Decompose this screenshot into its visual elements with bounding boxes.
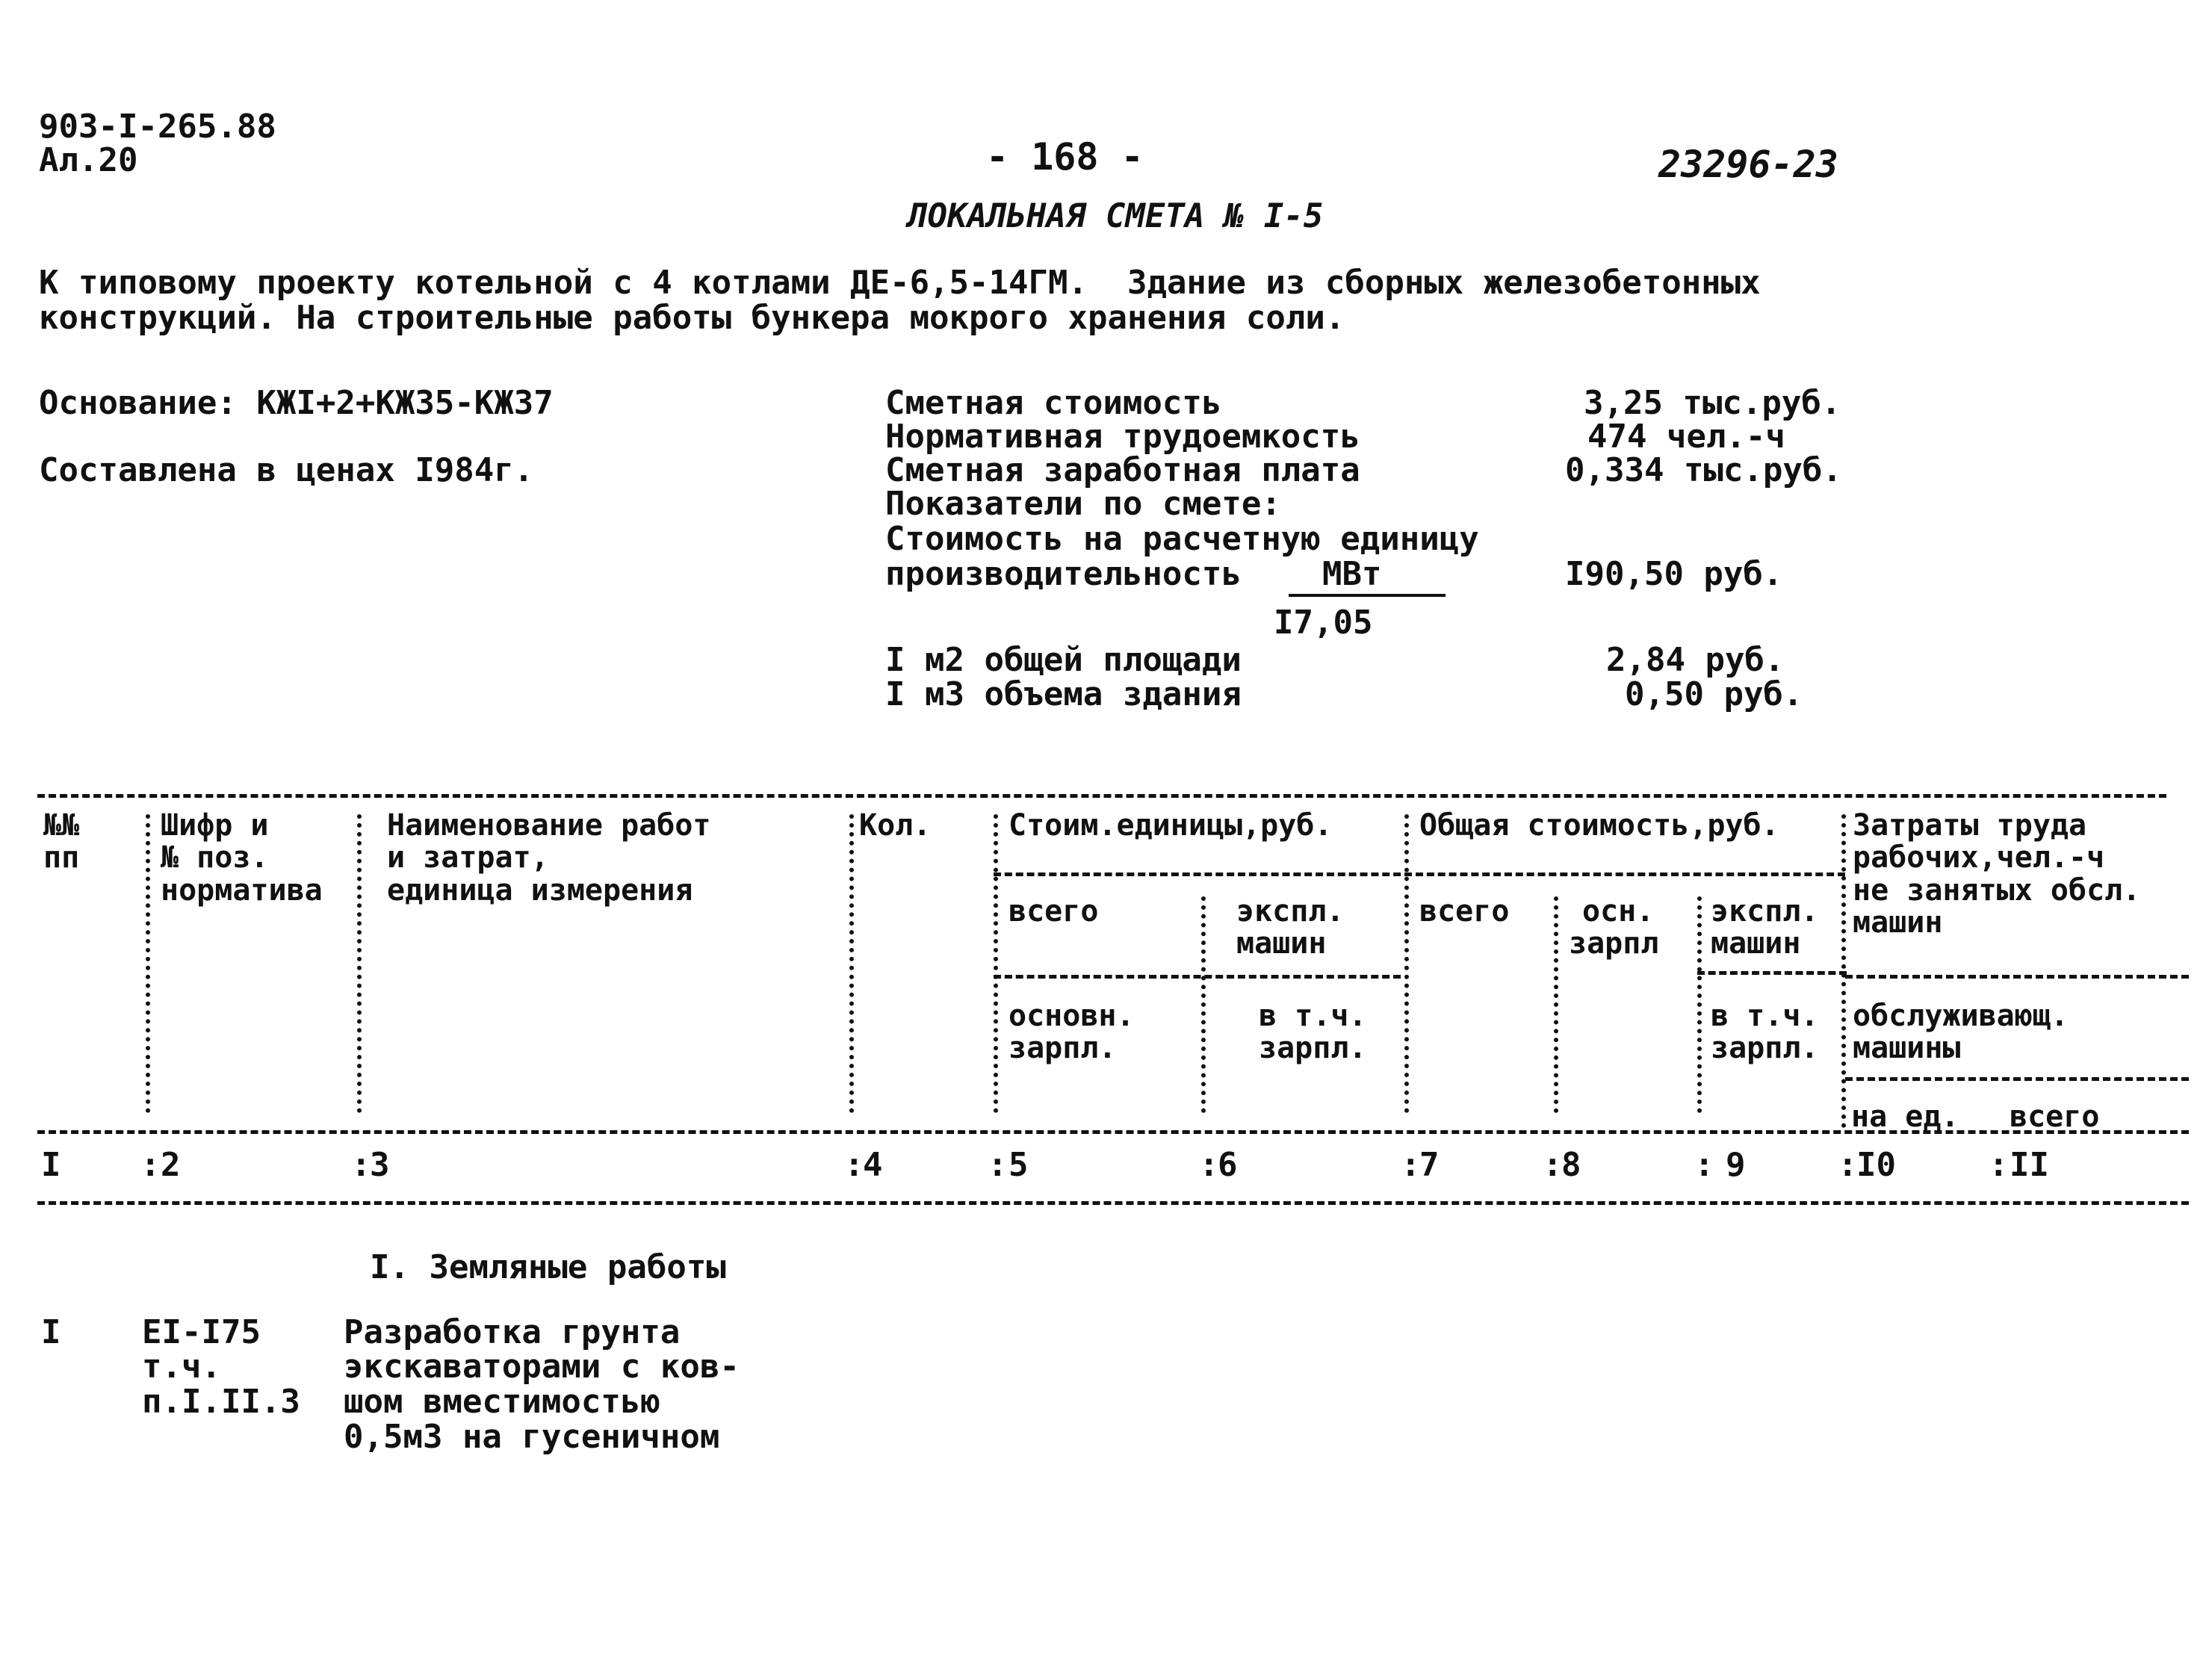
colnum-1: I (41, 1146, 61, 1184)
page-number: - 168 - (986, 135, 1144, 179)
summary-value-wages: 0,334 тыс.руб. (1565, 451, 1842, 489)
prices-text: Составлена в ценах I984г. (39, 451, 534, 489)
labor-header-b-2: машины (1853, 1031, 1961, 1065)
col9-header-a-2: машин (1711, 926, 1801, 961)
colon-marker: : (351, 1146, 371, 1184)
summary-area-value: 2,84 руб. (1606, 641, 1785, 679)
colnum-10: I0 (1856, 1146, 1896, 1184)
colon-marker: : (1989, 1146, 2009, 1184)
col2-header-2: № поз. (161, 840, 269, 875)
summary-area-label: I м2 общей площади (885, 641, 1242, 679)
row-number: I (41, 1313, 61, 1351)
col-separator-1 (146, 814, 150, 1113)
summary-label-cost: Сметная стоимость (885, 384, 1222, 422)
summary-capacity-value: I90,50 руб. (1565, 555, 1783, 593)
col5-header-a: всего (1008, 894, 1099, 929)
document-title: ЛОКАЛЬНАЯ СМЕТА № I-5 (908, 197, 1324, 235)
col4-header: Кол. (859, 808, 932, 843)
col-separator-2 (357, 814, 362, 1113)
col3-header-3: единица измерения (387, 873, 693, 908)
col3-header-2: и затрат, (387, 840, 549, 875)
row-name-3: шом вместимостью (344, 1383, 660, 1421)
sheet-label: Ал.20 (39, 141, 138, 179)
col-separator-9 (1841, 814, 1846, 1128)
col5-header-b-1: основн. (1008, 999, 1135, 1033)
col-separator-3 (849, 814, 854, 1113)
summary-label-labor: Нормативная трудоемкость (885, 418, 1360, 456)
col9-header-b-1: в т.ч. (1711, 999, 1819, 1033)
row-code-3: п.I.II.3 (142, 1383, 300, 1421)
colon-marker: : (988, 1146, 1008, 1184)
table-top-rule (37, 794, 2166, 798)
col6-header-b-2: зарпл. (1259, 1031, 1367, 1065)
col8-header-1: осн. (1582, 894, 1655, 929)
description-line-2: конструкций. На строительные работы бункера мокрого хранения соли. (39, 299, 1345, 337)
summary-volume-label: I м3 объема здания (885, 675, 1242, 713)
colon-marker: : (1838, 1146, 1858, 1184)
total-cost-rule (1416, 872, 1845, 876)
row-code-2: т.ч. (142, 1348, 221, 1386)
col1-header-2: пп (43, 840, 80, 875)
colnum-6: 6 (1218, 1146, 1238, 1184)
col1-header-1: №№ (43, 808, 80, 843)
doc-number: 23296-23 (1658, 143, 1838, 186)
machine-subrule (1697, 971, 1847, 975)
col9-header-b-2: зарпл. (1711, 1031, 1819, 1065)
unit-cost-header: Стоим.единицы,руб. (1008, 808, 1333, 843)
labor-header-2: рабочих,чел.-ч (1853, 840, 2105, 875)
summary-value-cost: 3,25 тыс.руб. (1584, 384, 1841, 422)
colnum-4: 4 (863, 1146, 883, 1184)
row-code-1: EI-I75 (142, 1313, 261, 1351)
cost-unit-subrule (994, 975, 1401, 979)
col6-header-b-1: в т.ч. (1259, 999, 1367, 1033)
summary-value-labor: 474 чел.-ч (1587, 418, 1785, 456)
labor-subrule-2 (1845, 1077, 2189, 1081)
row-name-1: Разработка грунта (344, 1313, 681, 1351)
basis-text: Основание: КЖI+2+КЖ35-КЖ37 (39, 384, 554, 422)
fraction-line (1289, 594, 1446, 597)
col9-header-a-1: экспл. (1711, 894, 1819, 929)
row-name-4: 0,5м3 на гусеничном (344, 1418, 720, 1456)
numbers-bottom-rule (37, 1201, 2189, 1205)
row-name-2: экскаваторами с ков- (344, 1348, 740, 1386)
colnum-5: 5 (1008, 1146, 1029, 1184)
colnum-9: 9 (1726, 1146, 1746, 1184)
col2-header-1: Шифр и (161, 808, 269, 843)
col-separator-5 (1201, 896, 1206, 1113)
summary-label-wages: Сметная заработная плата (885, 451, 1360, 489)
labor-header-3: не занятых обсл. (1853, 873, 2141, 908)
colnum-7: 7 (1419, 1146, 1440, 1184)
colnum-2: 2 (161, 1146, 181, 1184)
col-separator-7 (1554, 896, 1558, 1113)
total-cost-header: Общая стоимость,руб. (1419, 808, 1779, 843)
section-title: I. Земляные работы (370, 1248, 726, 1286)
col3-header-1: Наименование работ (387, 808, 711, 843)
summary-indicators-label: Показатели по смете: (885, 485, 1281, 523)
colon-marker: : (1401, 1146, 1421, 1184)
col8-header-2: зарпл (1569, 926, 1659, 961)
col6-header-a-2: машин (1236, 926, 1327, 961)
colon-marker: : (1199, 1146, 1219, 1184)
labor-header-4: машин (1853, 905, 1943, 940)
col7-header: всего (1419, 894, 1510, 929)
summary-capacity-unit: МВт (1322, 555, 1382, 593)
colon-marker: : (1543, 1146, 1563, 1184)
col11-header: всего (2010, 1100, 2100, 1134)
colon-marker: : (1694, 1146, 1714, 1184)
colon-marker: : (140, 1146, 161, 1184)
col-separator-8 (1697, 896, 1702, 1113)
col5-header-b-2: зарпл. (1008, 1031, 1117, 1065)
labor-header-1: Затраты труда (1853, 808, 2087, 843)
col6-header-a-1: экспл. (1236, 894, 1345, 929)
col-separator-6 (1404, 814, 1409, 1113)
labor-header-b-1: обслуживающ. (1853, 999, 2069, 1033)
document-code: 903-I-265.88 (39, 108, 276, 146)
col2-header-3: норматива (161, 873, 323, 908)
colon-marker: : (844, 1146, 864, 1184)
colnum-3: 3 (370, 1146, 390, 1184)
colnum-8: 8 (1561, 1146, 1581, 1184)
summary-volume-value: 0,50 руб. (1625, 675, 1803, 713)
description-line-1: К типовому проекту котельной с 4 котлами ДЕ-6,5-14ГМ. Здание из сборных железобетонных (39, 264, 1761, 302)
col-separator-4 (994, 814, 998, 1113)
summary-unit-cost-label: Стоимость на расчетную единицу (885, 520, 1479, 558)
cost-unit-rule (994, 872, 1412, 876)
colnum-11: II (2010, 1146, 2049, 1184)
labor-subrule-1 (1845, 975, 2189, 979)
summary-capacity-denominator: I7,05 (1274, 604, 1373, 642)
summary-capacity-label: производительность (885, 555, 1242, 593)
col10-header: на ед. (1851, 1100, 1959, 1134)
